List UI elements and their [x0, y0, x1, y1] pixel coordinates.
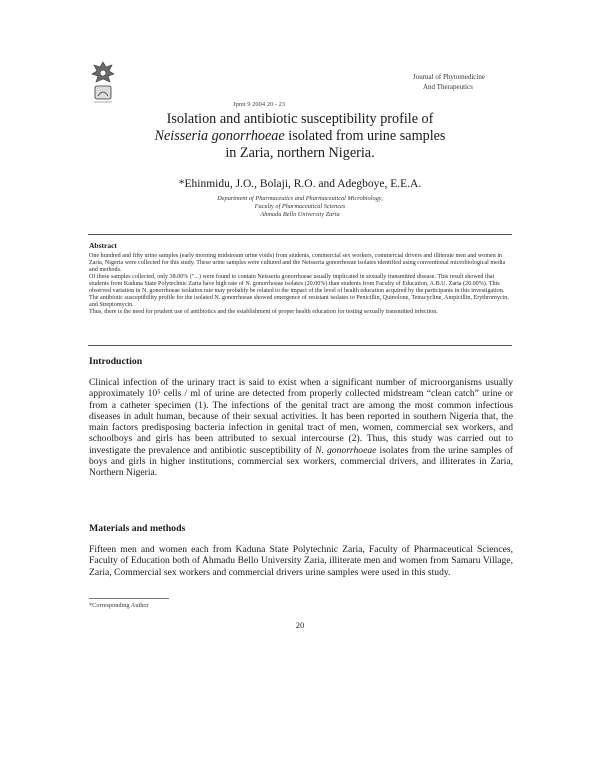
abstract-paragraph: Of these samples collected, only 38.00% ("...) were found to contain Neisseria gonorrhoeae usually implicated in sexually transmitted disease. This result showed that students from Kaduna State Polytechnic Zaria have high rate of N. gonorrhoeae isolates (20.00%) than students from Faculty of Education, A.B.U. Zaria (20.00%). This observed variation in N. gonorrhoeae isolation rate may probably be related to the impact of the level of health education acquired by the participants in this investigation.	[89, 274, 505, 295]
affiliation	[150, 195, 450, 218]
journal-logo-icon	[88, 60, 118, 106]
abstract-paragraph: Thus, there is the need for prudent use of antibiotics and the establishment of proper health education for testing sexually transmitted infection.	[89, 309, 438, 316]
abstract-body	[89, 253, 513, 316]
title-line1: Isolation and antibiotic susceptibility profile of	[166, 111, 434, 127]
title-line2-rest: isolated from urine samples	[284, 128, 446, 144]
methods-heading: Materials and methods	[89, 523, 186, 534]
article-title	[90, 111, 510, 162]
footnote: *Corresponding Author	[89, 602, 149, 609]
introduction-text-part2: isolates from the urine samples of boys and girls in higher institutions, commercial sex workers, commercial drivers, and illiterates in Zaria, Northern Nigeria.	[89, 444, 513, 479]
title-line3: in Zaria, northern Nigeria.	[225, 145, 375, 161]
page-number: 20	[295, 620, 305, 630]
abstract-heading: Abstract	[89, 241, 117, 250]
introduction-text	[89, 377, 513, 479]
journal-name-line1: Journal of Phytomedicine	[413, 73, 485, 81]
abstract-bottom-rule	[88, 345, 512, 346]
introduction-heading: Introduction	[89, 356, 143, 367]
title-line2	[90, 128, 510, 145]
introduction-species: N. gonorrhoeae	[315, 444, 377, 456]
affiliation-line1: Department of Pharmaceutics and Pharmaceutical Microbiology,	[217, 195, 383, 202]
affiliation-line3: Ahmadu Bello University Zaria	[260, 210, 340, 218]
abstract-paragraph: One hundred and fifty urine samples (early morning midstream urine voids) from students, commercial sex workers, commercial drivers and illiterate men and women in Zaria, Nigeria were collected for this study. These urine samples were cultured and the Neisseria gonorrhoeae isolates identified using conventional microbiological media and methods.	[89, 253, 506, 274]
footnote-rule	[89, 598, 169, 599]
introduction-text-part1: Clinical infection of the urinary tract is said to exist when a significant number of microorganisms usually approximately 10⁵ cells / ml of urine are detected from properly collected midstream “clean catch” urine or from a catheter specimen (1). The infections of the genital tract are among the most common infectious diseases in adult human, because of their sexual activities. It has been reported in southern Nigeria that, the main factors predisposing bacteria infection in genital tract of men, women, commercial sex workers, and schoolboys and girls has been attributed to sexual intercourse (2). Thus, this study was carried out to investigate the prevalence and antibiotic susceptibility of	[89, 377, 513, 456]
journal-name-line2: And Therapeutics	[423, 83, 473, 91]
affiliation-line2: Faculty of Pharmaceutical Sciences	[254, 202, 346, 210]
abstract-top-rule	[88, 234, 512, 235]
methods-text: Fifteen men and women each from Kaduna State Polytechnic Zaria, Faculty of Pharmaceutical Sciences, Faculty of Education both of Ahmadu Bello University Zaria, illiterate men and women from Samaru Village, Zaria, Commercial sex workers and commercial drivers urine samples were used in this study.	[89, 544, 513, 578]
journal-reference: Jpmt 9 2004 20 - 23	[233, 101, 286, 108]
abstract-paragraph: The antibiotic susceptibility profile for the isolated N. gonorrhoeae showed emergence of resistant isolates to Penicillin, Quinolone, Tetracycline, Ampicillin, Erythromycin, and Streptomycin.	[89, 295, 509, 309]
title-species: Neisseria gonorrhoeae	[154, 128, 285, 144]
authors: *Ehinmidu, J.O., Bolaji, R.O. and Adegboye, E.E.A.	[178, 178, 422, 190]
journal-name	[413, 72, 523, 92]
